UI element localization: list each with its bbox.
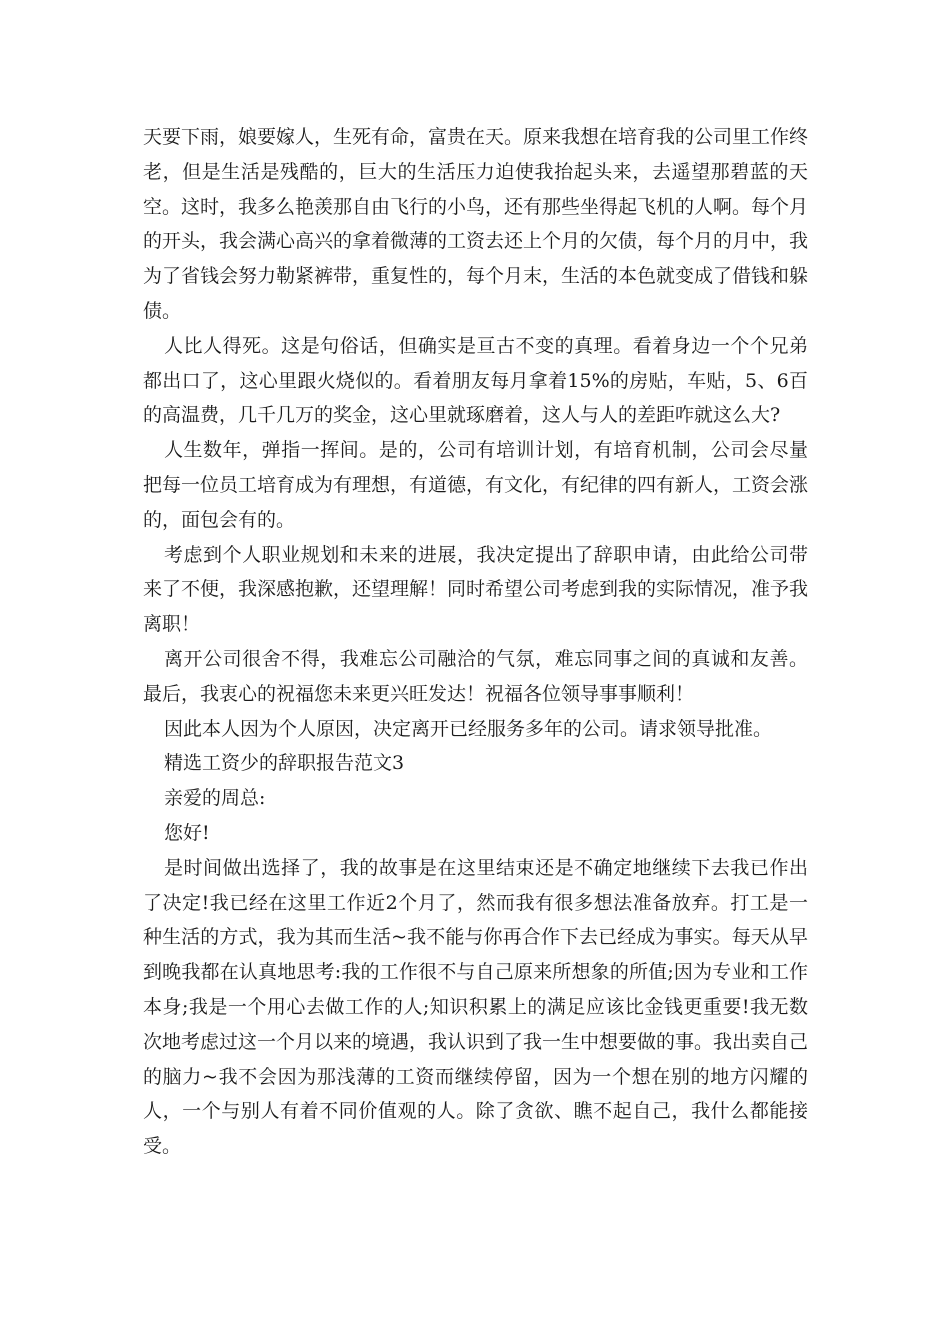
section-heading: 精选工资少的辞职报告范文3 [164,752,405,775]
paragraph: 人生数年，弹指一挥间。是的，公司有培训计划，有培育机制，公司会尽量把每一位员工培育成为有理想，有道德，有文化，有纪律的四有新人，工资会涨的，面包会有的。 [143,439,809,531]
paragraph: 是时间做出选择了，我的故事是在这里结束还是不确定地继续下去我已作出了决定!我已经在这里工作近2个月了，然而我有很多想法准备放弃。打工是一种生活的方式，我为其而生活~我不能与你再合作下去已经成为事实。每天从早到晚我都在认真地思考:我的工作很不与自己原来所想象的所值;因为专业和工作本身;我是一个用心去做工作的人;知识积累上的满足应该比金钱更重要!我无数次地考虑过这一个月以来的境遇，我认识到了我一生中想要做的事。我出卖自己的脑力~我不会因为那浅薄的工资而继续停留，因为一个想在别的地方闪耀的人，一个与别人有着不同价值观的人。除了贪欲、瞧不起自己，我什么都能接受。 [143,856,809,1158]
document-body [143,120,808,1164]
paragraph: 因此本人因为个人原因，决定离开已经服务多年的公司。请求领导批准。 [164,717,773,740]
paragraph-continuation: 天要下雨，娘要嫁人，生死有命，富贵在天。原来我想在培育我的公司里工作终老，但是生活是残酷的，巨大的生活压力迫使我抬起头来，去遥望那碧蓝的天空。这时，我多么艳羡那自由飞行的小鸟，还有那些坐得起飞机的人啊。每个月的开头，我会满心高兴的拿着微薄的工资去还上个月的欠债，每个月的月中，我为了省钱会努力勒紧裤带，重复性的，每个月末，生活的本色就变成了借钱和躲债。 [143,126,809,322]
greeting: 您好! [164,821,210,844]
paragraph: 人比人得死。这是句俗话，但确实是亘古不变的真理。看着身边一个个兄弟都出口了，这心里跟火烧似的。看着朋友每月拿着15%的房贴，车贴，5、6百的高温费，几千几万的奖金，这心里就琢磨着，这人与人的差距咋就这么大? [143,334,808,427]
paragraph: 离开公司很舍不得，我难忘公司融洽的气氛，难忘同事之间的真诚和友善。最后，我衷心的祝福您未来更兴旺发达！祝福各位领导事事顺利！ [143,647,808,705]
salutation: 亲爱的周总: [164,787,266,810]
paragraph: 考虑到个人职业规划和未来的进展，我决定提出了辞职申请，由此给公司带来了不便，我深感抱歉，还望理解！同时希望公司考虑到我的实际情况，准予我离职！ [143,543,809,636]
